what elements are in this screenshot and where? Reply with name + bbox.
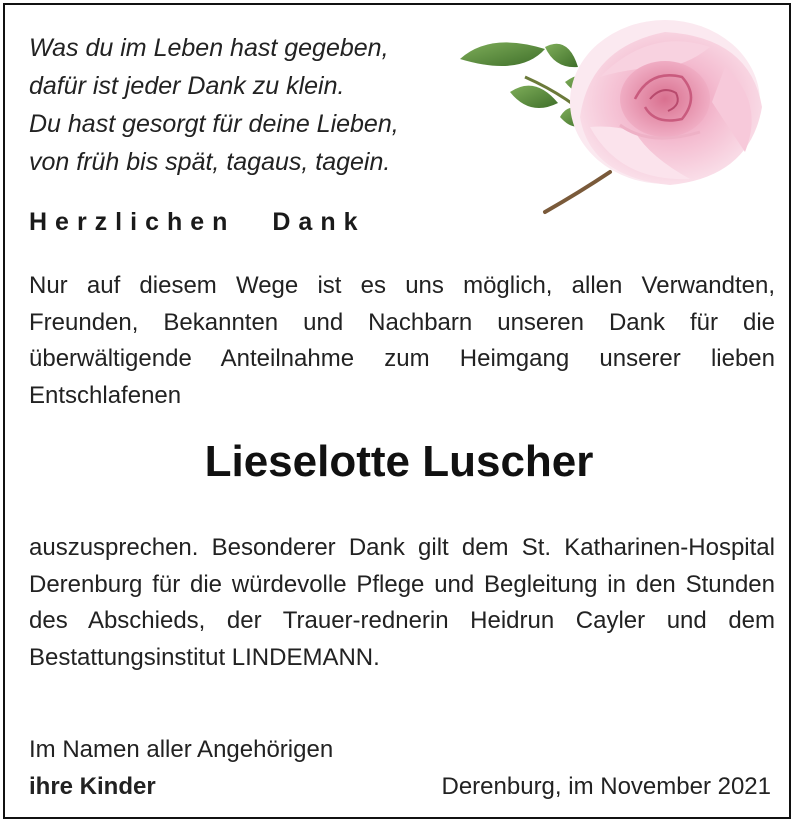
closing (29, 731, 333, 805)
place-date: Derenburg, im November 2021 (441, 773, 771, 800)
poem-line: Du hast gesorgt für deine Lieben, (29, 110, 399, 138)
thanks-heading: Herzlichen Dank (29, 208, 366, 236)
poem (29, 29, 399, 181)
poem-line: von früh bis spät, tagaus, tagein. (29, 148, 391, 176)
signature-line: ihre Kinder (29, 773, 156, 800)
rose-icon (450, 7, 780, 222)
thanks-paragraph-2: auszusprechen. Besonderer Dank gilt dem St. Katharinen-Hospital Derenburg für die würdevolle Pflege und Begleitung in den Stunden des Abschieds, der Trauer-rednerin Heidrun Cayler und dem Bestattungsinstitut LINDEMANN. (29, 534, 775, 671)
poem-line: Was du im Leben hast gegeben, (29, 34, 389, 62)
deceased-name: Lieselotte Luscher (204, 437, 594, 486)
poem-line: dafür ist jeder Dank zu klein. (29, 72, 345, 100)
closing-line: Im Namen aller Angehörigen (29, 736, 334, 763)
obituary-notice (3, 3, 791, 819)
thanks-paragraph-1: Nur auf diesem Wege ist es uns möglich, allen Verwandten, Freunden, Bekannten und Nachbarn unseren Dank für die überwältigende Anteilnahme zum Heimgang unserer lieben Entschlafenen (29, 272, 775, 409)
